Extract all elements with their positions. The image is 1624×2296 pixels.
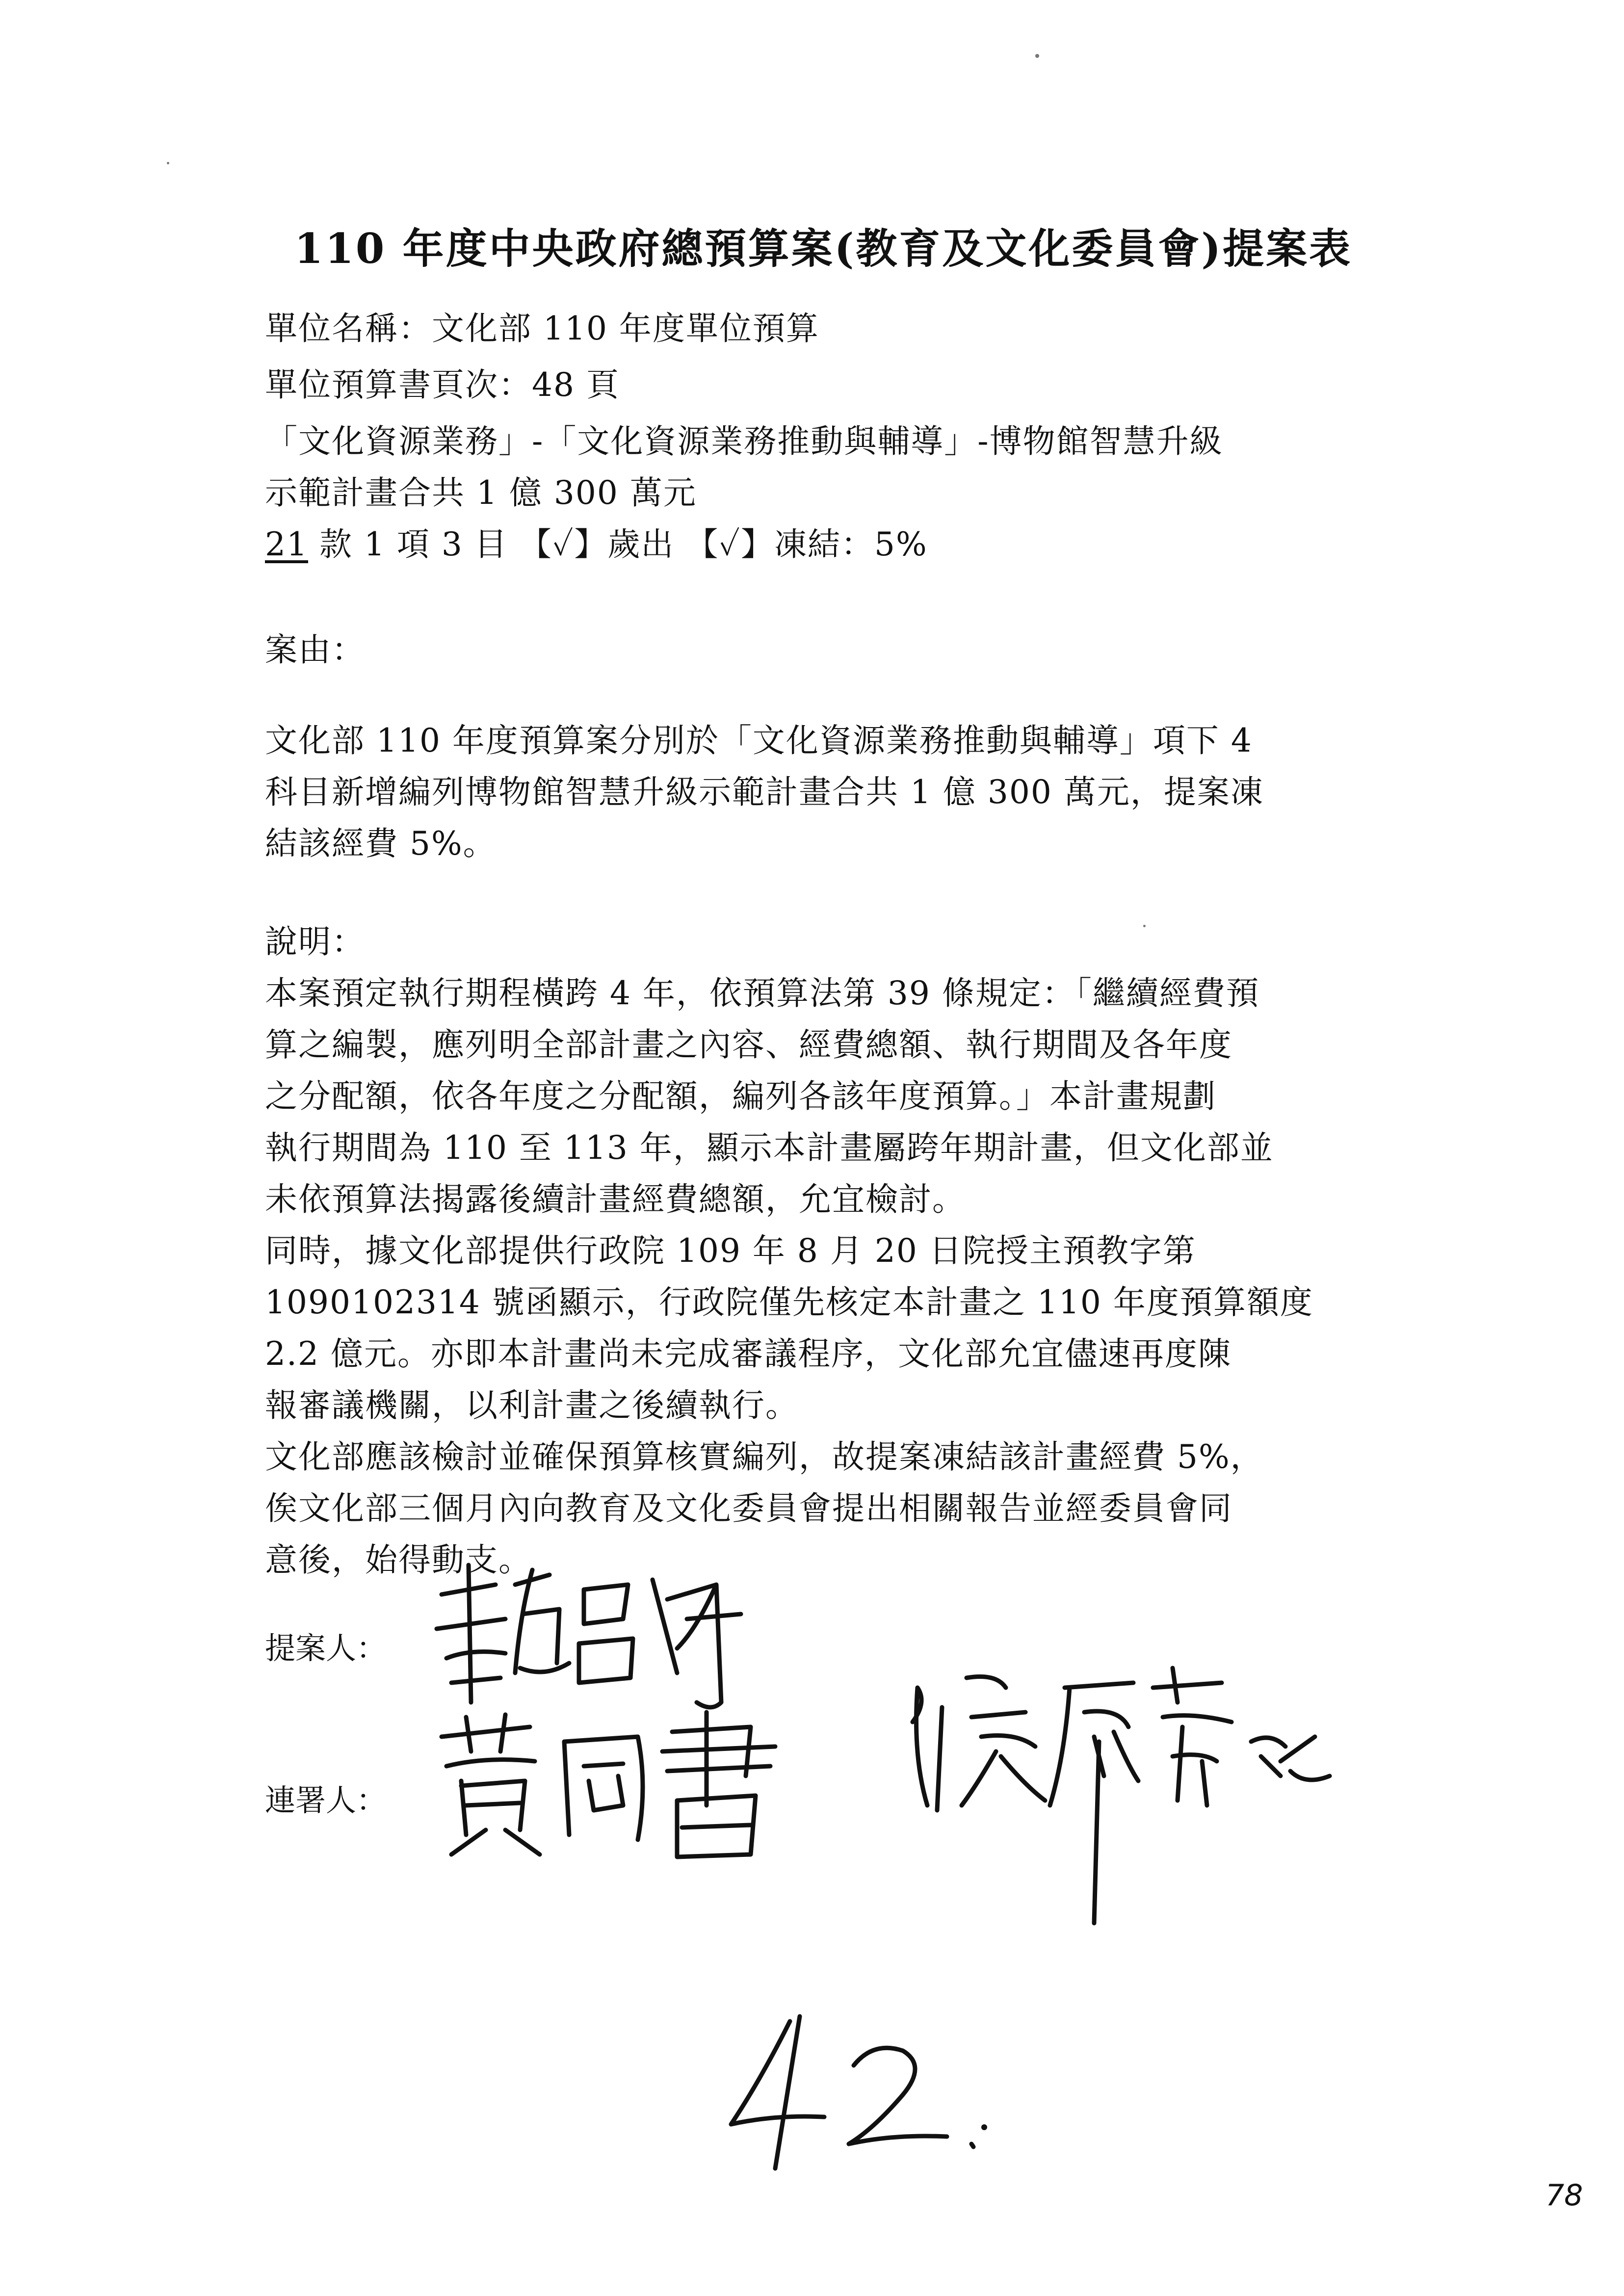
item-rest: 款 1 項 3 目 【✓】歲出 【✓】凍結：5% bbox=[308, 525, 928, 563]
reason-line: 文化部 110 年度預算案分別於「文化資源業務推動與輔導」項下 4 bbox=[265, 722, 1253, 759]
handwritten-number bbox=[716, 2002, 991, 2178]
budget-page: 單位預算書頁次：48 頁 bbox=[265, 366, 620, 404]
cosigner-label: 連署人： bbox=[265, 1782, 387, 1818]
program-line-2: 示範計畫合共 1 億 300 萬元 bbox=[265, 474, 697, 512]
explanation-heading: 說明： bbox=[265, 923, 365, 961]
scan-speck bbox=[167, 162, 169, 164]
explanation-line: 俟文化部三個月內向教育及文化委員會提出相關報告並經委員會同 bbox=[265, 1489, 1232, 1527]
explanation-line: 本案預定執行期程橫跨 4 年，依預算法第 39 條規定：「繼續經費預 bbox=[265, 974, 1259, 1012]
explanation-line: 1090102314 號函顯示，行政院僅先核定本計畫之 110 年度預算額度 bbox=[265, 1283, 1313, 1321]
explanation-line: 報審議機關，以利計畫之後續執行。 bbox=[265, 1386, 799, 1424]
reason-line: 結該經費 5%。 bbox=[265, 825, 497, 862]
explanation-line: 2.2 億元。亦即本計畫尚未完成審議程序，文化部允宜儘速再度陳 bbox=[265, 1335, 1231, 1373]
cosigner-signature-2 bbox=[898, 1658, 1339, 1933]
document-title: 110 年度中央政府總預算案(教育及文化委員會)提案表 bbox=[294, 224, 1353, 273]
reason-line: 科目新增編列博物館智慧升級示範計畫合共 1 億 300 萬元，提案凍 bbox=[265, 773, 1264, 811]
budget-item-line bbox=[265, 520, 928, 569]
explanation-line: 文化部應該檢討並確保預算核實編列，故提案凍結該計畫經費 5%， bbox=[265, 1438, 1264, 1476]
program-line-1: 「文化資源業務」-「文化資源業務推動與輔導」-博物館智慧升級 bbox=[265, 422, 1223, 460]
reason-heading: 案由： bbox=[265, 631, 365, 669]
explanation-line: 算之編製，應列明全部計畫之內容、經費總額、執行期間及各年度 bbox=[265, 1026, 1232, 1064]
scan-speck bbox=[981, 2124, 987, 2130]
explanation-line: 意後，始得動支。 bbox=[265, 1541, 532, 1579]
proposer-signature bbox=[422, 1555, 765, 1717]
proposer-label: 提案人： bbox=[265, 1630, 387, 1666]
explanation-line: 未依預算法揭露後續計畫經費總額，允宜檢討。 bbox=[265, 1180, 966, 1218]
explanation-line: 同時，據文化部提供行政院 109 年 8 月 20 日院授主預教字第 bbox=[265, 1232, 1196, 1270]
handwritten-number-glyph bbox=[716, 2002, 991, 2178]
unit-name: 單位名稱：文化部 110 年度單位預算 bbox=[265, 310, 819, 347]
explanation-line: 執行期間為 110 至 113 年，顯示本計畫屬跨年期計畫，但文化部並 bbox=[265, 1129, 1274, 1167]
page-number: 78 bbox=[1545, 2178, 1583, 2213]
explanation-line: 之分配額，依各年度之分配額，編列各該年度預算。」本計畫規劃 bbox=[265, 1077, 1216, 1115]
scan-speck bbox=[1035, 54, 1039, 58]
item-kuan: 21 bbox=[265, 525, 308, 563]
cosigner-signature bbox=[432, 1707, 785, 1864]
scan-speck bbox=[1143, 925, 1146, 927]
